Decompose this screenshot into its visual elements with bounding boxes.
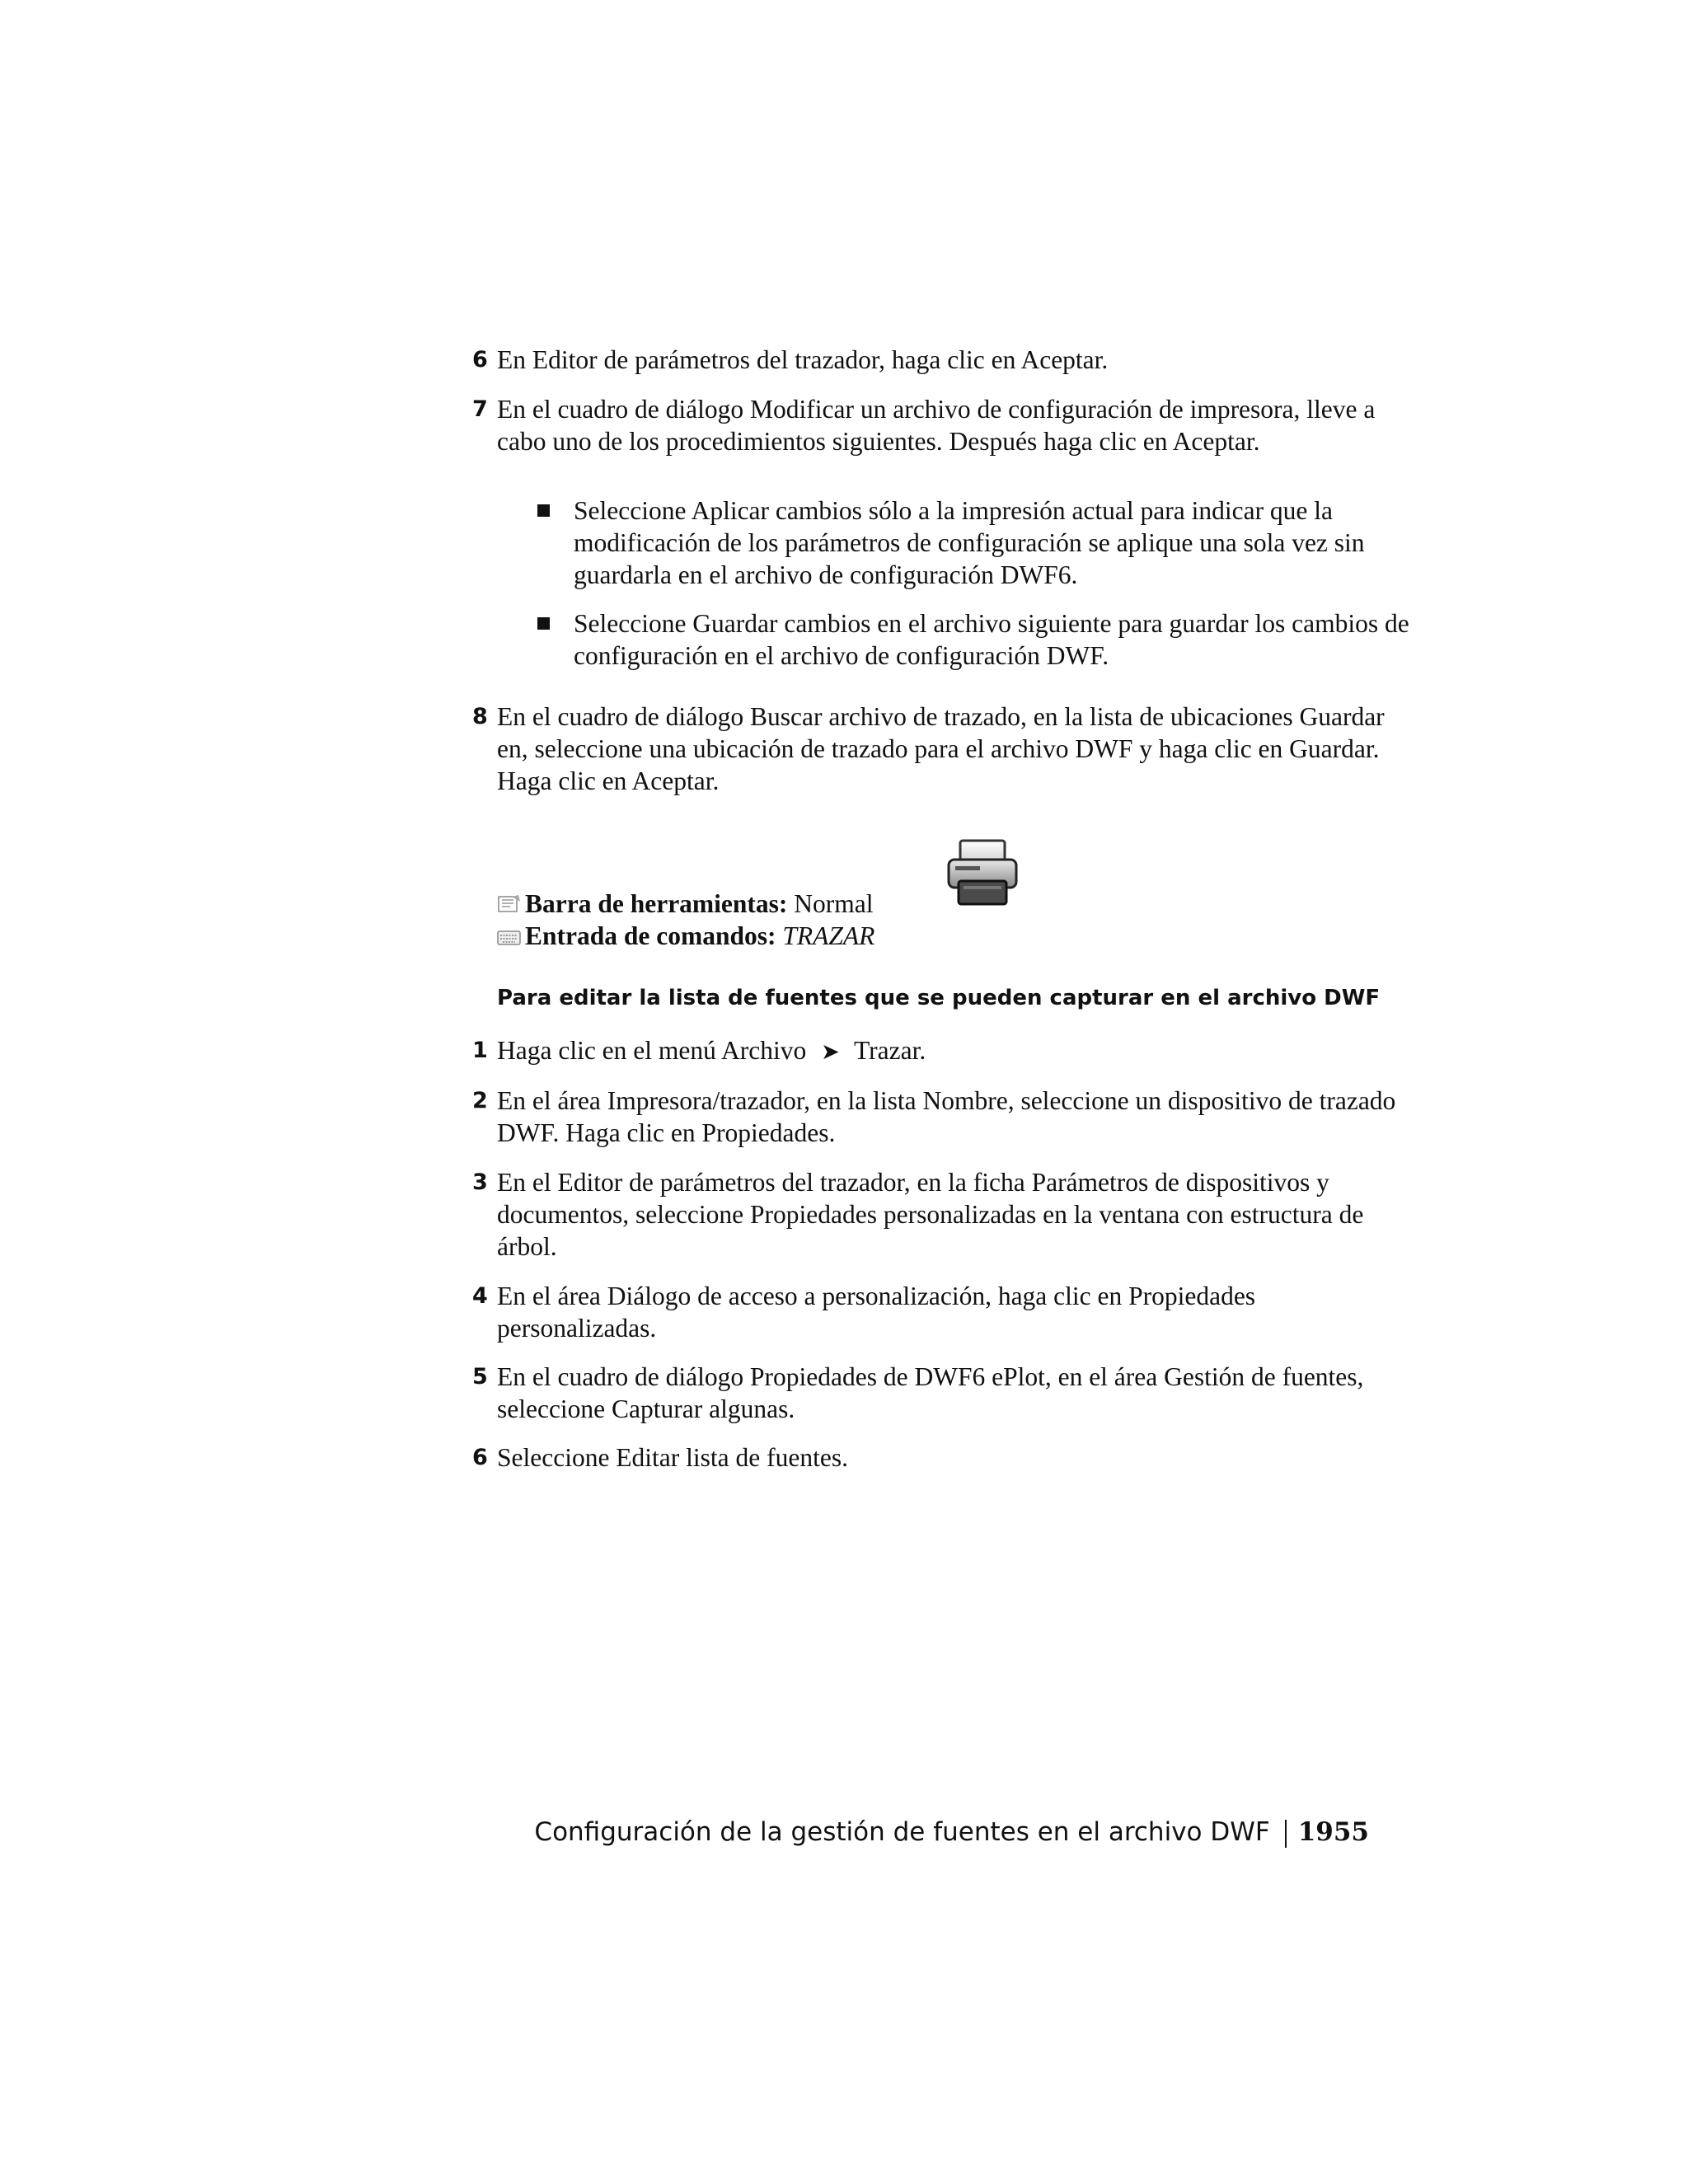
step-2 bbox=[472, 1085, 1408, 1149]
step-number: 2 bbox=[472, 1088, 488, 1113]
bullet-item bbox=[536, 494, 1409, 591]
step-7 bbox=[472, 393, 1408, 457]
step-text: En Editor de parámetros del trazador, haga clic en Aceptar. bbox=[497, 345, 1109, 374]
step-3 bbox=[472, 1166, 1408, 1263]
step-number: 4 bbox=[472, 1283, 488, 1309]
menu-arrow-icon: ➤ bbox=[821, 1039, 840, 1065]
step-number: 6 bbox=[472, 347, 488, 373]
step-text: En el área Impresora/trazador, en la lista Nombre, seleccione un dispositivo de trazado DWF. Haga clic en Propiedades. bbox=[497, 1086, 1396, 1147]
step-text-after: Trazar. bbox=[854, 1036, 926, 1065]
toolbar-value: Normal bbox=[794, 889, 874, 918]
step-8 bbox=[472, 701, 1408, 797]
step-text: En el cuadro de diálogo Propiedades de DWF6 ePlot, en el área Gestión de fuentes, seleccione Capturar algunas. bbox=[497, 1362, 1364, 1423]
step-6b bbox=[472, 1441, 1408, 1474]
step-6 bbox=[472, 344, 1408, 376]
page-footer bbox=[534, 1816, 1369, 1849]
command-label: Entrada de comandos: bbox=[525, 921, 776, 950]
toolbar-label: Barra de herramientas: bbox=[525, 889, 788, 918]
footer-title: Configuración de la gestión de fuentes en el archivo DWF bbox=[534, 1817, 1270, 1847]
footer-divider bbox=[1285, 1820, 1287, 1848]
step-number: 3 bbox=[472, 1169, 488, 1195]
toolbar-line bbox=[497, 888, 874, 922]
command-line bbox=[497, 920, 874, 954]
keyboard-icon bbox=[497, 922, 522, 954]
square-bullet-icon bbox=[537, 504, 550, 517]
page-number: 1955 bbox=[1297, 1817, 1369, 1847]
step-1 bbox=[472, 1034, 1408, 1068]
step-4 bbox=[472, 1280, 1408, 1344]
step-text: En el Editor de parámetros del trazador, en la ficha Parámetros de dispositivos y documentos, seleccione Propiedades personalizadas en la ventana con estructura de árbol. bbox=[497, 1168, 1364, 1261]
toolbar-icon bbox=[497, 890, 522, 922]
step-text bbox=[497, 1034, 1408, 1068]
step-text: En el área Diálogo de acceso a personalización, haga clic en Propiedades personalizadas. bbox=[497, 1282, 1256, 1343]
square-bullet-icon bbox=[537, 617, 550, 630]
bullet-text: Seleccione Aplicar cambios sólo a la impresión actual para indicar que la modificación de los parámetros de configuración se aplique una sola vez sin guardarla en el archivo de configuración DWF6. bbox=[574, 496, 1365, 589]
step-text: En el cuadro de diálogo Modificar un archivo de configuración de impresora, lleve a cabo uno de los procedimientos siguientes. Después haga clic en Aceptar. bbox=[497, 395, 1376, 456]
step-number: 7 bbox=[472, 396, 488, 422]
printer-icon bbox=[945, 838, 1020, 907]
step-text: Seleccione Editar lista de fuentes. bbox=[497, 1443, 848, 1472]
bullet-text: Seleccione Guardar cambios en el archivo siguiente para guardar los cambios de configuración en el archivo de configuración DWF. bbox=[574, 609, 1409, 670]
step-number: 6 bbox=[472, 1445, 488, 1470]
step-number: 5 bbox=[472, 1364, 488, 1390]
step-text: En el cuadro de diálogo Buscar archivo de trazado, en la lista de ubicaciones Guardar en, seleccione una ubicación de trazado para el archivo DWF y haga clic en Guardar. Haga clic en Aceptar. bbox=[497, 702, 1385, 795]
step-5 bbox=[472, 1361, 1408, 1425]
procedure-heading: Para editar la lista de fuentes que se pueden capturar en el archivo DWF bbox=[497, 986, 1381, 1010]
step-text-before: Haga clic en el menú Archivo bbox=[497, 1036, 807, 1065]
command-value: TRAZAR bbox=[782, 921, 875, 950]
step-number: 8 bbox=[472, 704, 488, 729]
step-number: 1 bbox=[472, 1038, 488, 1063]
bullet-item bbox=[536, 607, 1409, 672]
